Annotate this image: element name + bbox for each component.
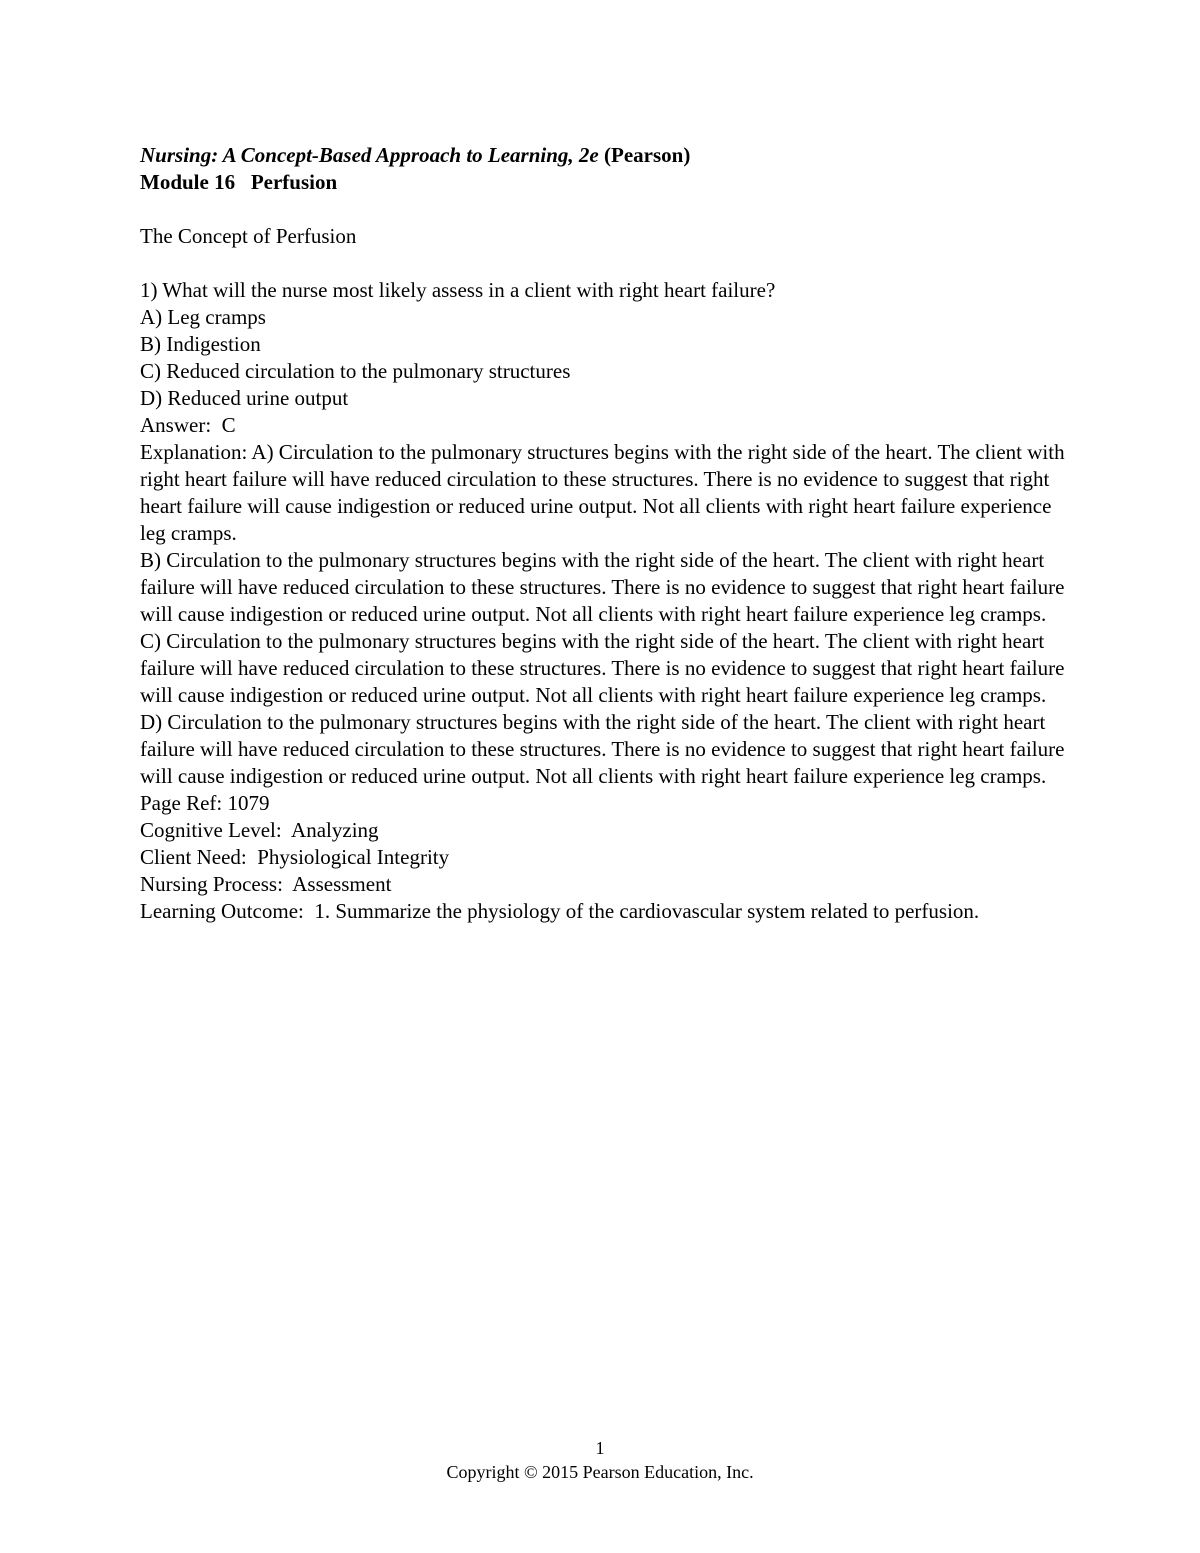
option-c: C) Reduced circulation to the pulmonary structures — [140, 359, 571, 383]
explanation-c: C) Circulation to the pulmonary structures begins with the right side of the heart. The client with right heart failure will have reduced circulation to these structures. There is no evidence to suggest that right heart failure will cause indigestion or reduced urine output. Not all clients with right heart failure experience leg cramps. — [140, 629, 1065, 707]
page-number: 1 — [595, 1438, 605, 1458]
page-footer — [0, 1436, 1200, 1484]
answer: Answer: C — [140, 413, 236, 437]
book-title: Nursing: A Concept-Based Approach to Learning, 2e — [140, 143, 599, 167]
cognitive-level: Cognitive Level: Analyzing — [140, 818, 379, 842]
option-a: A) Leg cramps — [140, 305, 266, 329]
learning-outcome: Learning Outcome: 1. Summarize the physiology of the cardiovascular system related to perfusion. — [140, 899, 980, 923]
module-title: Module 16 Perfusion — [140, 170, 338, 194]
option-d: D) Reduced urine output — [140, 386, 349, 410]
copyright: Copyright © 2015 Pearson Education, Inc. — [446, 1462, 754, 1482]
book-title-line — [140, 142, 1070, 169]
explanation-b: B) Circulation to the pulmonary structures begins with the right side of the heart. The client with right heart failure will have reduced circulation to these structures. There is no evidence to suggest that right heart failure will cause indigestion or reduced urine output. Not all clients with right heart failure experience leg cramps. — [140, 548, 1065, 626]
nursing-process: Nursing Process: Assessment — [140, 872, 392, 896]
question-stem: 1) What will the nurse most likely assess in a client with right heart failure? — [140, 278, 776, 302]
client-need: Client Need: Physiological Integrity — [140, 845, 450, 869]
explanation-a: Explanation: A) Circulation to the pulmonary structures begins with the right side of the heart. The client with right heart failure will have reduced circulation to these structures. There is no evidence to suggest that right heart failure will cause indigestion or reduced urine output. Not all clients with right heart failure experience leg cramps. — [140, 440, 1065, 545]
option-b: B) Indigestion — [140, 332, 261, 356]
spacer — [140, 196, 1070, 223]
explanation-d: D) Circulation to the pulmonary structures begins with the right side of the heart. The client with right heart failure will have reduced circulation to these structures. There is no evidence to suggest that right heart failure will cause indigestion or reduced urine output. Not all clients with right heart failure experience leg cramps. — [140, 710, 1065, 788]
document-page — [140, 142, 1070, 925]
spacer — [140, 250, 1070, 277]
publisher: (Pearson) — [604, 143, 691, 167]
page-ref: Page Ref: 1079 — [140, 791, 270, 815]
section-title: The Concept of Perfusion — [140, 224, 357, 248]
